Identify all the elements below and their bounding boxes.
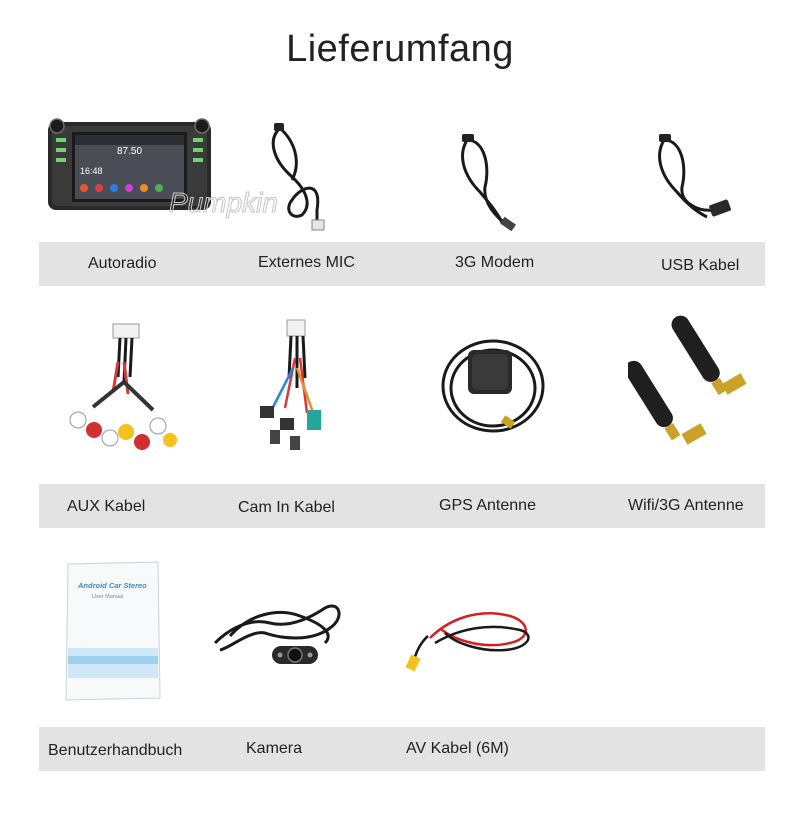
camera-harness-icon [245,318,335,463]
item-label-av-kabel: AV Kabel (6M) [406,740,509,757]
item-label-autoradio: Autoradio [88,255,157,272]
page-title: Lieferumfang [286,28,514,70]
item-label-3g-modem: 3G Modem [455,254,535,271]
usb-cable-icon [652,132,734,232]
aux-harness-icon [58,322,188,457]
item-label-kamera: Kamera [246,740,303,757]
item-label-externes-mic: Externes MIC [258,254,355,271]
item-label-benutzerhandbuch: Benutzerhandbuch [48,742,183,759]
radio-clock: 16:48 [80,166,103,176]
gps-antenna-icon [438,328,548,438]
av-cable-icon [400,598,540,676]
microphone-cable-icon [262,120,332,235]
svg-text:Pumpkin: Pumpkin [169,187,278,218]
manual-icon [62,560,164,702]
item-label-usb-kabel: USB Kabel [661,257,740,274]
item-label-gps-antenne: GPS Antenne [439,497,536,514]
camera-icon [210,588,350,673]
modem-cable-icon [455,132,525,237]
wifi-antenna-icon [628,308,753,453]
manual-title: Android Car Stereo [78,581,147,590]
radio-frequency: 87.50 [117,146,143,157]
item-label-aux-kabel: AUX Kabel [67,498,146,515]
item-label-wifi-3g-antenne: Wifi/3G Antenne [628,497,744,514]
manual-subtitle: User Manual [92,594,124,600]
item-label-cam-in-kabel: Cam In Kabel [238,499,335,516]
